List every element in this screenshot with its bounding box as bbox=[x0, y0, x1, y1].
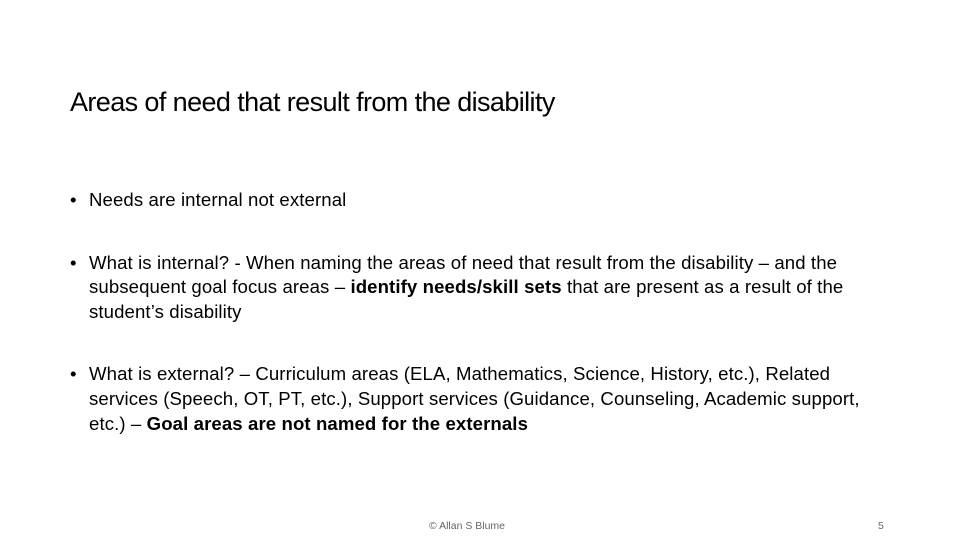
copyright-text: © Allan S Blume bbox=[429, 520, 506, 532]
bullet-text: What is external? – Curriculum areas (ELA, Mathematics, Science, History, etc.), Related services (Speech, OT, PT, etc.), Support services (Guidance, Counseling, Academic support, etc.) – bbox=[89, 363, 860, 434]
bullet-bold-text: identify needs/skill sets bbox=[350, 276, 562, 298]
bullet-list bbox=[70, 188, 900, 436]
bullet-item-needs bbox=[70, 188, 900, 213]
bullet-bold-text: Goal areas are not named for the externals bbox=[146, 412, 529, 434]
bullet-text: What is internal? - When naming the areas of need that result from the disability – and the subsequent goal focus areas – bbox=[89, 251, 838, 298]
bullet-text: Needs are internal not external bbox=[89, 189, 347, 210]
slide-title: Areas of need that result from the disability bbox=[70, 87, 555, 117]
bullet-item-internal bbox=[70, 251, 900, 325]
bullet-text: that are present as a result of the student’s disability bbox=[89, 276, 844, 322]
bullet-item-external bbox=[70, 362, 900, 436]
page-number: 5 bbox=[878, 520, 884, 532]
